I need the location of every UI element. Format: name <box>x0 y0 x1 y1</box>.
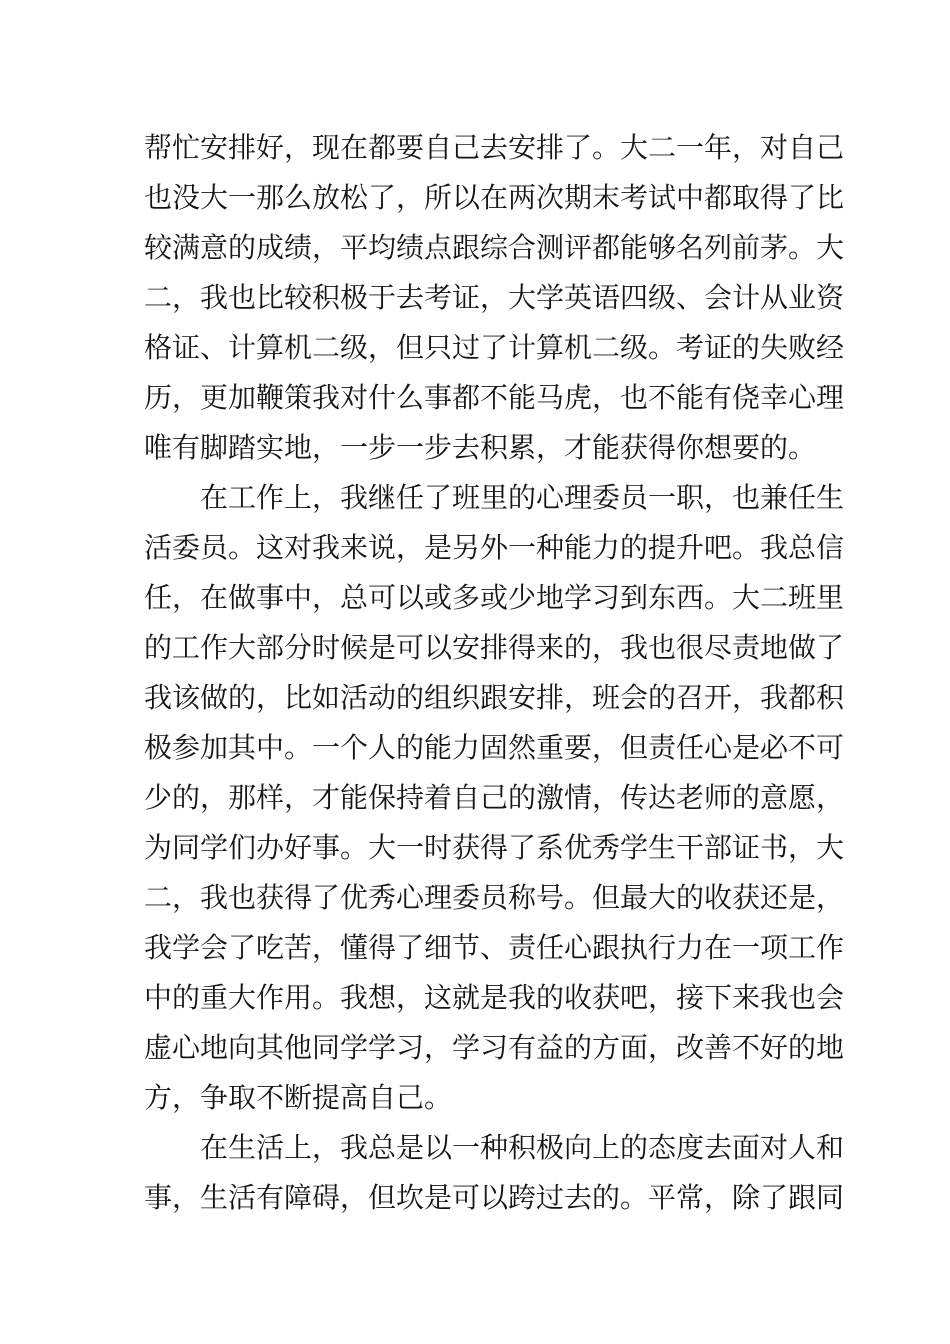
text-line: 我该做的，比如活动的组织跟安排，班会的召开，我都积 <box>144 681 845 714</box>
text-line: 二，我也获得了优秀心理委员称号。但最大的收获还是， <box>144 881 845 914</box>
text-line: 为同学们办好事。大一时获得了系优秀学生干部证书，大 <box>144 831 845 864</box>
text-line: 在工作上，我继任了班里的心理委员一职，也兼任生 <box>200 481 845 514</box>
text-line: 帮忙安排好，现在都要自己去安排了。大二一年，对自己 <box>144 131 845 164</box>
text-line: 虚心地向其他同学学习，学习有益的方面，改善不好的地 <box>144 1031 845 1064</box>
text-line: 格证、计算机二级，但只过了计算机二级。考证的失败经 <box>144 331 845 364</box>
text-line: 唯有脚踏实地，一步一步去积累，才能获得你想要的。 <box>144 431 817 464</box>
text-line: 在生活上，我总是以一种积极向上的态度去面对人和 <box>200 1131 845 1164</box>
text-line: 历，更加鞭策我对什么事都不能马虎，也不能有侥幸心理 <box>144 381 845 414</box>
text-line: 任，在做事中，总可以或多或少地学习到东西。大二班里 <box>144 581 845 614</box>
text-line: 较满意的成绩，平均绩点跟综合测评都能够名列前茅。大 <box>144 231 845 264</box>
text-line: 也没大一那么放松了，所以在两次期末考试中都取得了比 <box>144 181 845 214</box>
text-line: 活委员。这对我来说，是另外一种能力的提升吧。我总信 <box>144 531 845 564</box>
text-line: 少的，那样，才能保持着自己的激情，传达老师的意愿， <box>144 781 845 814</box>
text-line: 中的重大作用。我想，这就是我的收获吧，接下来我也会 <box>144 981 845 1014</box>
text-line: 方，争取不断提高自己。 <box>144 1081 453 1114</box>
text-line: 我学会了吃苦，懂得了细节、责任心跟执行力在一项工作 <box>144 931 845 964</box>
text-line: 极参加其中。一个人的能力固然重要，但责任心是必不可 <box>144 731 845 764</box>
text-line: 事，生活有障碍，但坎是可以跨过去的。平常，除了跟同 <box>144 1181 845 1214</box>
text-line: 的工作大部分时候是可以安排得来的，我也很尽责地做了 <box>144 631 845 664</box>
text-line: 二，我也比较积极于去考证，大学英语四级、会计从业资 <box>144 281 845 314</box>
